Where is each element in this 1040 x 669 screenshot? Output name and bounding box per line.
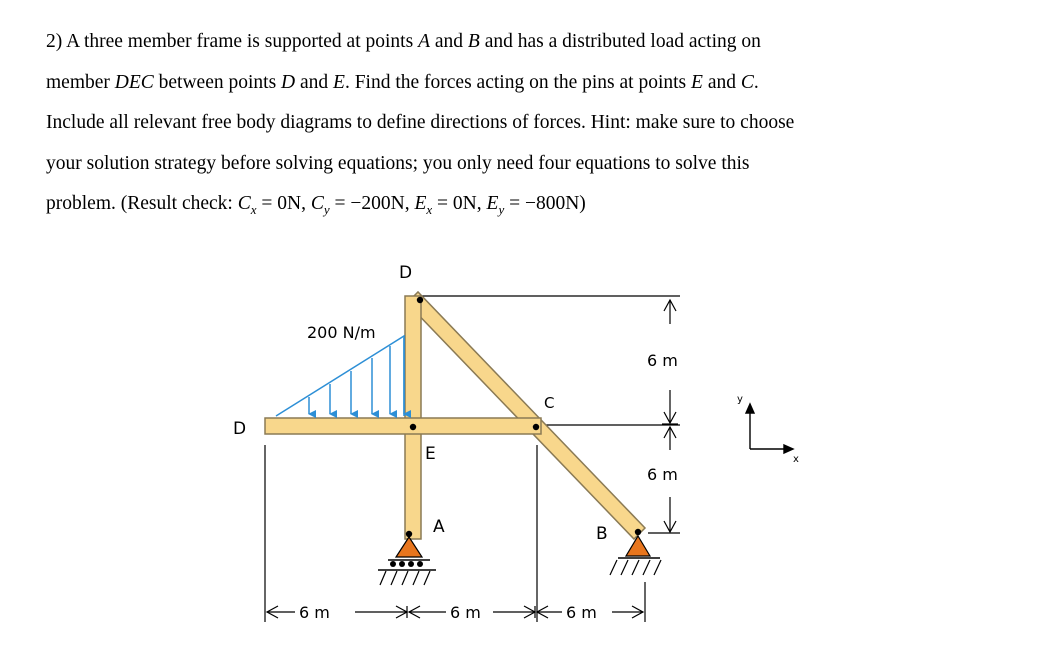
- pin-d-top: [417, 297, 423, 303]
- pin-c: [533, 424, 539, 430]
- eq-val: = 0N,: [261, 193, 306, 214]
- support-a: [378, 537, 436, 585]
- label-a: A: [433, 517, 445, 537]
- problem-line-4: your solution strategy before solving equations; you only need four equations to solve this: [46, 152, 750, 174]
- text-segment: member: [46, 71, 110, 93]
- dim-label-lower: 6 m: [647, 465, 678, 484]
- point-d-ref: D: [281, 71, 296, 93]
- point-b-ref: B: [467, 31, 480, 52]
- label-d-left: D: [233, 419, 247, 439]
- eq-var: C: [237, 193, 251, 214]
- point-e-ref: E: [691, 71, 703, 93]
- eq-var: C: [310, 193, 324, 214]
- text-segment: . Find the forces acting on the pins at points: [344, 71, 687, 93]
- eq-val: = 0N,: [437, 193, 482, 214]
- text-segment: between points: [158, 71, 277, 93]
- eq-sub: x: [250, 201, 257, 217]
- load-arrows: [309, 338, 404, 414]
- member-dec: [265, 418, 541, 434]
- load-label: 200 N/m: [307, 323, 376, 342]
- eq-val: = −800N): [509, 193, 586, 214]
- label-b: B: [596, 524, 608, 544]
- text-segment: .: [753, 71, 759, 93]
- eq-sub: y: [323, 201, 330, 217]
- text-segment: and has a distributed load acting on: [484, 31, 761, 52]
- point-c-ref: C: [740, 71, 754, 93]
- support-b: [610, 536, 661, 575]
- dim-label-upper: 6 m: [647, 351, 678, 370]
- eq-var: E: [414, 193, 427, 214]
- coordinate-axes: [746, 404, 793, 453]
- member-dec-ref: DEC: [114, 71, 154, 93]
- pin-b: [635, 529, 641, 535]
- text-segment: and: [434, 31, 464, 52]
- text-segment: and: [707, 71, 736, 93]
- dim-label-bottom-2: 6 m: [450, 603, 481, 622]
- label-c: C: [544, 394, 555, 412]
- axis-label-x: x: [793, 454, 799, 465]
- text-segment: A three member frame is supported at points: [66, 31, 414, 52]
- dim-label-bottom-1: 6 m: [299, 603, 330, 622]
- pin-e: [410, 424, 416, 430]
- member-db: [407, 292, 645, 539]
- label-d-top: D: [399, 263, 413, 283]
- eq-var: E: [486, 193, 499, 214]
- text-segment: and: [300, 71, 329, 93]
- problem-number: 2): [46, 31, 63, 52]
- axis-label-y: y: [737, 394, 743, 405]
- text-segment: problem. (Result check:: [46, 193, 233, 214]
- eq-val: = −200N,: [334, 193, 410, 214]
- distributed-load: [276, 336, 404, 416]
- problem-line-3: Include all relevant free body diagrams to define directions of forces. Hint: make sure to choose: [46, 112, 795, 133]
- dim-label-bottom-3: 6 m: [566, 603, 597, 622]
- point-a-ref: A: [418, 31, 430, 52]
- label-e: E: [425, 444, 436, 464]
- eq-sub: y: [498, 201, 505, 217]
- point-e-ref: E: [333, 71, 345, 93]
- eq-sub: x: [426, 201, 433, 217]
